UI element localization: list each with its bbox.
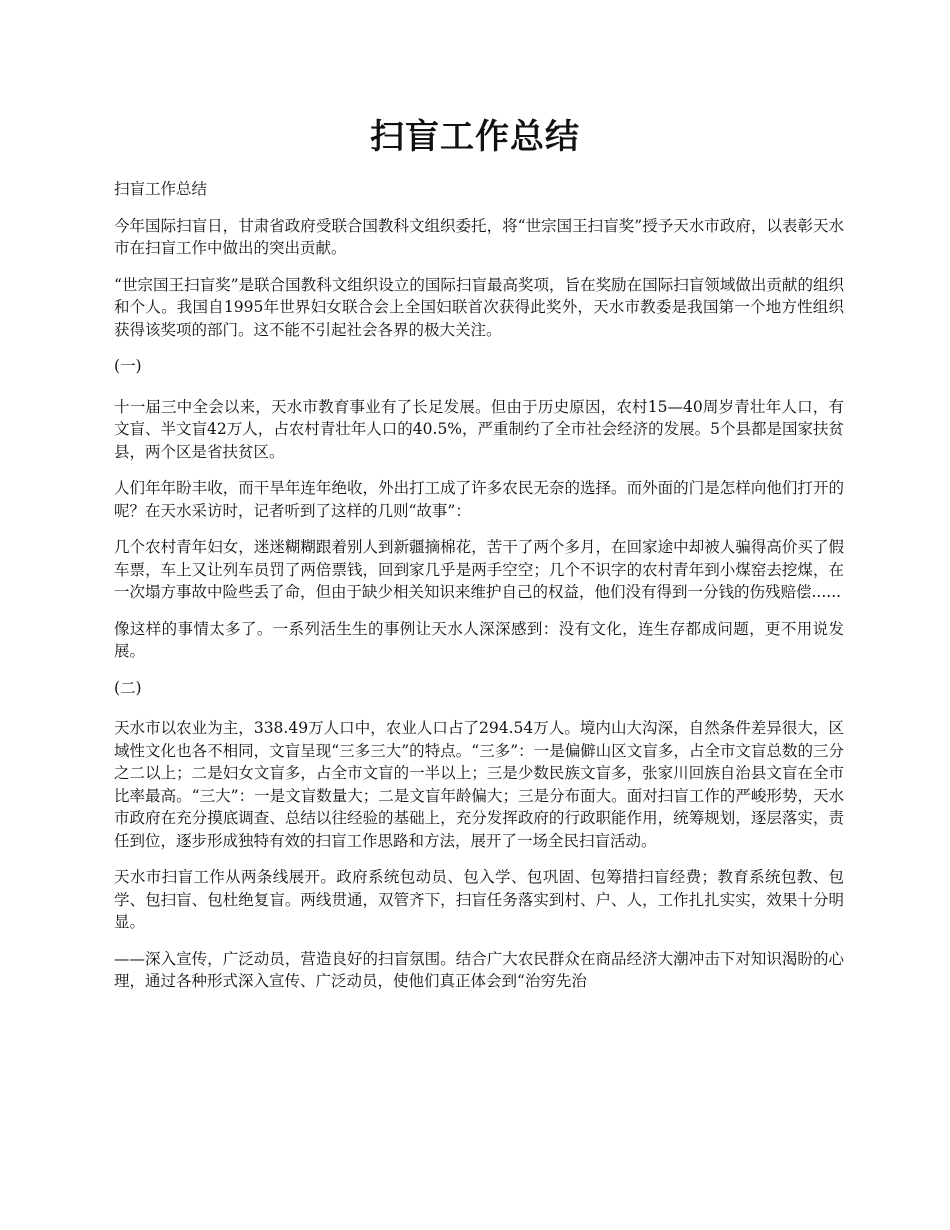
section-heading-two: (二): [114, 678, 142, 697]
paragraph-migrant-workers: 人们年年盼丰收，而干旱年连年绝收，外出打工成了许多农民无奈的选择。而外面的门是怎样向他们打开的呢？在天水采访时，记者听到了这样的几则“故事”：: [114, 479, 844, 520]
paragraph-two-lines: 天水市扫盲工作从两条线展开。政府系统包动员、包入学、包巩固、包筹措扫盲经费；教育系统包教、包学、包扫盲、包杜绝复盲。两线贯通，双管齐下，扫盲任务落实到村、户、人，工作扎扎实实，效果十分明显。: [114, 868, 844, 931]
paragraph-stories: 几个农村青年妇女，迷迷糊糊跟着别人到新疆摘棉花，苦干了两个多月，在回家途中却被人骗得高价买了假车票，车上又让列车员罚了两倍票钱，回到家几乎是两手空空；几个不识字的农村青年到小煤窑去挖煤，在一次塌方事故中险些丢了命，但由于缺少相关知识来维护自己的权益，他们没有得到一分钱的伤残赔偿......: [114, 538, 844, 601]
paragraph-award-announcement: 今年国际扫盲日，甘肃省政府受联合国教科文组织委托，将“世宗国王扫盲奖”授予天水市政府，以表彰天水市在扫盲工作中做出的突出贡献。: [114, 216, 844, 257]
document-title: 扫盲工作总结: [370, 117, 580, 157]
section-heading-one: (一): [114, 357, 142, 375]
paragraph-award-description: “世宗国王扫盲奖”是联合国教科文组织设立的国际扫盲最高奖项，旨在奖励在国际扫盲领域做出贡献的组织和个人。我国自1995年世界妇女联合会上全国妇联首次获得此奖外，天水市教委是我国第一个地方性组织获得该奖项的部门。这不能不引起社会各界的极大关注。: [114, 275, 844, 339]
paragraph-reflection: 像这样的事情太多了。一系列活生生的事例让天水人深深感到：没有文化，连生存都成问题，更不用说发展。: [114, 619, 844, 660]
paragraph-publicity: ——深入宣传，广泛动员，营造良好的扫盲氛围。结合广大农民群众在商品经济大潮冲击下对知识渴盼的心理，通过各种形式深入宣传、广泛动员，使他们真正体会到“治穷先治: [114, 949, 844, 990]
paragraph-subtitle: 扫盲工作总结: [114, 180, 208, 198]
document-body: [114, 178, 844, 1007]
paragraph-education-background: 十一届三中全会以来，天水市教育事业有了长足发展。但由于历史原因，农村15—40周岁青壮年人口，有文盲、半文盲42万人，占农村青壮年人口的40.5%，严重制约了全市社会经济的发展。5个县都是国家扶贫县，两个区是省扶贫区。: [114, 397, 844, 461]
paragraph-illiteracy-characteristics: 天水市以农业为主，338.49万人口中，农业人口占了294.54万人。境内山大沟深，自然条件差异很大，区域性文化也各不相同，文盲呈现“三多三大”的特点。“三多”：一是偏僻山区文盲多，占全市文盲总数的三分之二以上；二是妇女文盲多，占全市文盲的一半以上；三是少数民族文盲多，张家川回族自治县文盲在全市比率最高。“三大”：一是文盲数量大；二是文盲年龄偏大；三是分布面大。面对扫盲工作的严峻形势，天水市政府在充分摸底调查、总结以往经验的基础上，充分发挥政府的行政职能作用，统筹规划，逐层落实，责任到位，逐步形成独特有效的扫盲工作思路和方法，展开了一场全民扫盲活动。: [114, 719, 844, 850]
